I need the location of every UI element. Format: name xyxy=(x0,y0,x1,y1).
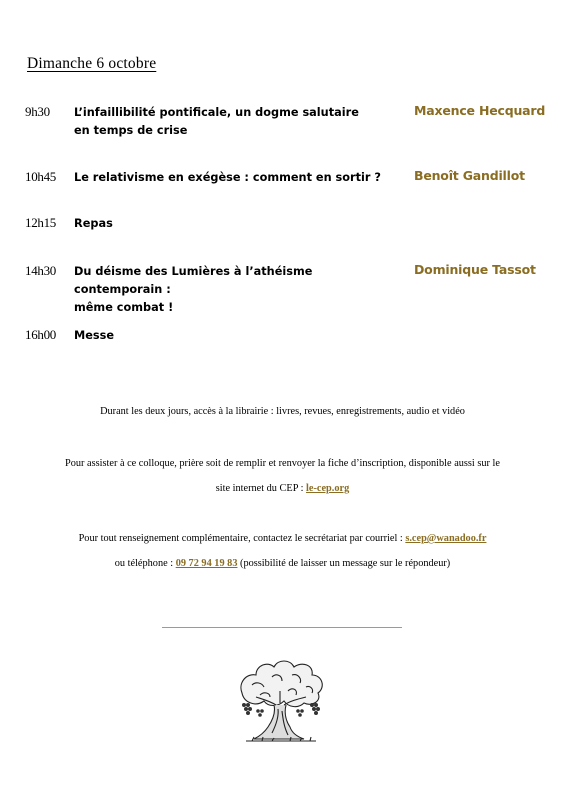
schedule-time: 14h30 xyxy=(25,263,57,278)
schedule-time: 16h00 xyxy=(25,327,57,342)
schedule-title-line: L’infaillibilité pontificale, un dogme salutaire xyxy=(74,106,359,119)
website-link[interactable]: le-cep.org xyxy=(306,483,350,494)
schedule-title-line: Messe xyxy=(74,329,115,342)
vine-tree-icon xyxy=(232,655,330,747)
phone-suffix: (possibilité de laisser un message sur le répondeur) xyxy=(237,558,451,569)
contact-prefix: Pour tout renseignement complémentaire, contactez le secrétariat par courriel : xyxy=(78,533,406,544)
email-link[interactable]: s.cep@wanadoo.fr xyxy=(405,533,487,544)
schedule-title xyxy=(74,215,394,233)
schedule-title-line: en temps de crise xyxy=(74,124,188,137)
schedule-speaker: Dominique Tassot xyxy=(414,262,536,277)
divider xyxy=(162,627,402,628)
schedule-speaker: Maxence Hecquard xyxy=(414,103,546,118)
day-title: Dimanche 6 octobre xyxy=(27,55,157,72)
contact-info-line xyxy=(0,532,565,546)
schedule-title-line: Repas xyxy=(74,217,113,230)
schedule-title xyxy=(74,104,394,140)
schedule-title xyxy=(74,169,394,187)
schedule-title-line: Le relativisme en exégèse : comment en sortir ? xyxy=(74,171,381,184)
schedule-time: 12h15 xyxy=(25,215,57,230)
phone-link[interactable]: 09 72 94 19 83 xyxy=(175,558,238,569)
schedule-title xyxy=(74,327,394,345)
register-info-line: Pour assister à ce colloque, prière soit de remplir et renvoyer la fiche d’inscription, disponible aussi sur le xyxy=(65,458,500,469)
phone-prefix: ou téléphone : xyxy=(114,558,176,569)
schedule-title xyxy=(74,263,394,317)
phone-info-line xyxy=(0,557,565,571)
library-info: Durant les deux jours, accès à la librairie : livres, revues, enregistrements, audio et vidéo xyxy=(100,406,465,417)
schedule-title-line: Du déisme des Lumières à l’athéisme contemporain : xyxy=(74,265,313,296)
schedule-title-line: même combat ! xyxy=(74,301,174,314)
register-info-line-2 xyxy=(0,482,565,496)
register-prefix: site internet du CEP : xyxy=(215,483,307,494)
schedule-speaker: Benoît Gandillot xyxy=(414,168,525,183)
schedule-time: 10h45 xyxy=(25,169,57,184)
schedule-time: 9h30 xyxy=(25,104,50,119)
